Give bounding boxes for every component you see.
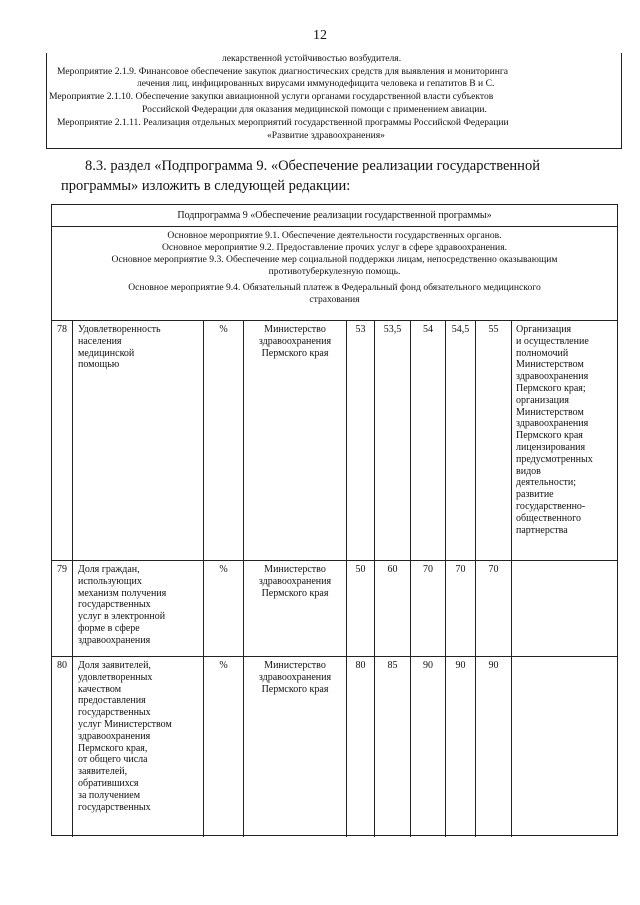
row-number: 79: [57, 564, 67, 575]
row-number: 80: [57, 660, 67, 671]
activities-cell-line: здравоохранения: [516, 418, 589, 430]
activities-cell-line: здравоохранения: [516, 371, 589, 383]
text-line: Мероприятие 2.1.10. Обеспечение закупки авиационной услуги органами государственной власти субъектов: [49, 91, 494, 102]
activities-cell-line: видов: [516, 465, 541, 477]
indicator-name-line: Пермского края,: [78, 742, 148, 754]
responsible-executor-line: Министерство: [264, 660, 326, 671]
activities-cell-line: организация: [516, 394, 569, 406]
indicator-name-line: услуг Министерством: [78, 718, 172, 730]
text-line: Российской Федерации для оказания медицинской помощи с применением авиации.: [142, 104, 487, 115]
activities-cell: [511, 320, 619, 560]
activities-cell-line: Министерством: [516, 359, 584, 371]
activities-cell-line: Пермского края: [516, 430, 583, 442]
subprogram-9-table: [51, 204, 618, 836]
activities-cell-line: государственно-: [516, 500, 586, 512]
unit-cell: %: [203, 560, 243, 656]
main-action-line: противотуберкулезную помощь.: [268, 266, 401, 277]
indicator-name: [72, 656, 203, 837]
value-cell: 54: [410, 320, 445, 560]
text-line: «Развитие здравоохранения»: [267, 130, 385, 141]
text-line: Мероприятие 2.1.9. Финансовое обеспечение закупок диагностических средств для выявления и мониторинга: [57, 66, 509, 77]
main-action-line: Основное мероприятие 9.1. Обеспечение деятельности государственных органов.: [167, 230, 502, 241]
indicator-name-line: государственных: [78, 707, 151, 719]
indicator-name-line: за получением: [78, 789, 141, 801]
responsible-executor-line: здравоохранения: [258, 671, 332, 683]
indicator-name-line: механизм получения: [78, 587, 167, 599]
section-heading-line-1: 8.3. раздел «Подпрограмма 9. «Обеспечение реализации государственной: [85, 158, 540, 174]
indicator-name-line: предоставления: [78, 695, 146, 707]
indicator-name-line: государственных: [78, 599, 151, 611]
responsible-executor-line: здравоохранения: [258, 575, 332, 587]
previous-subprogram-box: [46, 53, 622, 149]
responsible-executor-line: Пермского края: [261, 587, 329, 599]
activities-cell-line: предусмотренных: [516, 453, 593, 465]
main-action-line: Основное мероприятие 9.3. Обеспечение мер социальной поддержки лицам, непосредственно оказывающим: [111, 254, 558, 265]
table-row: [52, 320, 617, 561]
activities-cell-line: полномочий: [516, 347, 569, 359]
section-heading: [61, 156, 620, 194]
activities-cell-line: Пермского края;: [516, 382, 586, 394]
value-cell: 70: [445, 560, 475, 656]
table-row: [52, 560, 617, 657]
indicator-name-line: медицинской: [78, 347, 135, 359]
indicator-name-line: заявителей,: [78, 766, 128, 778]
main-action-line: страхования: [309, 294, 360, 305]
value-cell: 90: [445, 656, 475, 837]
value-cell: 70: [475, 560, 511, 656]
value-cell: 90: [475, 656, 511, 837]
section-heading-line-2: программы» изложить в следующей редакции:: [61, 178, 351, 194]
text-line: лечения лиц, инфицированных вирусами иммунодефицита человека и гепатитов В и С.: [137, 78, 495, 89]
unit-cell: %: [203, 320, 243, 560]
unit-cell: %: [203, 656, 243, 837]
responsible-executor: [243, 560, 346, 656]
indicator-name-line: форме в сфере: [78, 622, 140, 634]
activities-cell-line: развитие: [516, 489, 554, 501]
activities-cell-line: лицензирования: [516, 441, 586, 453]
responsible-executor-line: Пермского края: [261, 347, 329, 359]
value-cell: 90: [410, 656, 445, 837]
activities-cell-line: партнерства: [516, 524, 568, 536]
activities-cell: [511, 560, 619, 656]
responsible-executor-line: Пермского края: [261, 683, 329, 695]
subprogram-header: Подпрограмма 9 «Обеспечение реализации государственной программы»: [52, 205, 617, 227]
activities-cell-line: Организация: [516, 324, 572, 335]
table-row: [52, 656, 617, 837]
text-line: Мероприятие 2.1.11. Реализация отдельных мероприятий государственной программы Российской Федерации: [57, 117, 509, 128]
responsible-executor-line: здравоохранения: [258, 335, 332, 347]
page-number: 12: [313, 28, 327, 43]
activities-cell: [511, 656, 619, 837]
indicator-name-line: Доля заявителей,: [78, 660, 151, 671]
indicator-name-line: Удовлетворенность: [78, 324, 161, 335]
indicator-name-line: населения: [78, 335, 122, 347]
indicator-name-line: Доля граждан,: [78, 564, 140, 575]
value-cell: 80: [346, 656, 374, 837]
responsible-executor-line: Министерство: [264, 324, 326, 335]
main-actions-block: [52, 226, 617, 321]
main-action-line: Основное мероприятие 9.4. Обязательный платеж в Федеральный фонд обязательного медицинского: [128, 282, 541, 293]
value-cell: 50: [346, 560, 374, 656]
indicator-name-line: обратившихся: [78, 777, 139, 789]
value-cell: 85: [374, 656, 410, 837]
indicator-name: [72, 560, 203, 656]
text-line: лекарственной устойчивостью возбудителя.: [222, 53, 402, 64]
indicator-name-line: использующих: [78, 575, 142, 587]
value-cell: 53: [346, 320, 374, 560]
activities-cell-line: Министерством: [516, 406, 584, 418]
indicator-name-line: от общего числа: [78, 754, 148, 766]
value-cell: 60: [374, 560, 410, 656]
responsible-executor: [243, 320, 346, 560]
indicator-name-line: удовлетворенных: [78, 671, 153, 683]
indicator-name-line: услуг в электронной: [78, 611, 166, 623]
value-cell: 70: [410, 560, 445, 656]
activities-cell-line: деятельности;: [516, 477, 577, 489]
responsible-executor-line: Министерство: [264, 564, 326, 575]
indicator-name-line: помощью: [78, 359, 120, 371]
activities-cell-line: и осуществление: [516, 335, 589, 347]
indicator-name-line: здравоохранения: [78, 730, 151, 742]
indicator-name: [72, 320, 203, 560]
value-cell: 55: [475, 320, 511, 560]
value-cell: 53,5: [374, 320, 410, 560]
indicator-name-line: здравоохранения: [78, 634, 151, 646]
row-number: 78: [57, 324, 67, 335]
indicator-name-line: государственных: [78, 801, 151, 813]
responsible-executor: [243, 656, 346, 837]
value-cell: 54,5: [445, 320, 475, 560]
main-action-line: Основное мероприятие 9.2. Предоставление прочих услуг в сфере здравоохранения.: [161, 242, 508, 253]
indicator-name-line: качеством: [78, 683, 122, 695]
activities-cell-line: общественного: [516, 512, 581, 524]
